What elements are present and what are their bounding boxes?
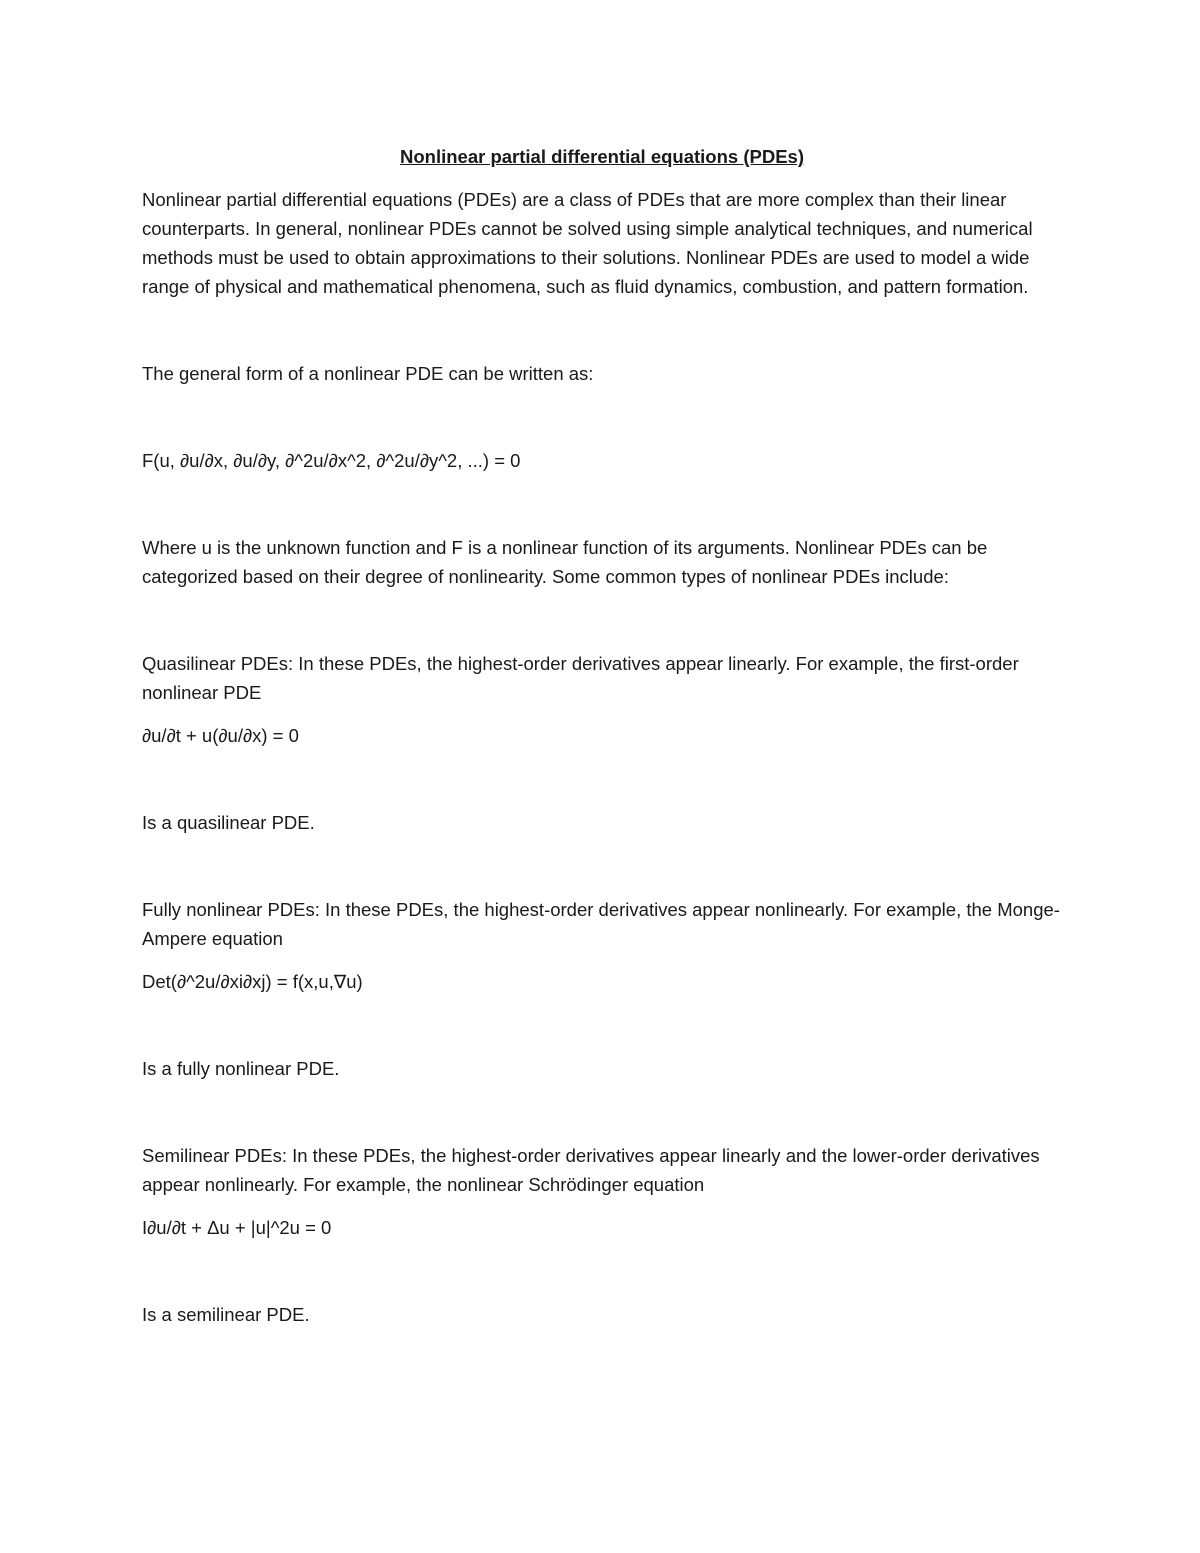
- fully-nonlinear-conclusion: Is a fully nonlinear PDE.: [142, 1058, 340, 1079]
- semilinear-conclusion: Is a semilinear PDE.: [142, 1304, 310, 1325]
- quasilinear-equation: ∂u/∂t + u(∂u/∂x) = 0: [142, 725, 299, 746]
- semilinear-equation: I∂u/∂t + Δu + |u|^2u = 0: [142, 1217, 332, 1238]
- quasilinear-description: Quasilinear PDEs: In these PDEs, the highest-order derivatives appear linearly. For example, the first-order nonlinear PDE: [142, 653, 1019, 703]
- general-form-intro: The general form of a nonlinear PDE can be written as:: [142, 363, 594, 384]
- general-form-equation: F(u, ∂u/∂x, ∂u/∂y, ∂^2u/∂x^2, ∂^2u/∂y^2, ...) = 0: [142, 450, 521, 471]
- intro-paragraph: Nonlinear partial differential equations (PDEs) are a class of PDEs that are more complex than their linear counterparts. In general, nonlinear PDEs cannot be solved using simple analytical techniques, and numerical methods must be used to obtain approximations to their solutions. Nonlinear PDEs are used to model a wide range of physical and mathematical phenomena, such as fluid dynamics, combustion, and pattern formation.: [142, 189, 1033, 297]
- quasilinear-conclusion: Is a quasilinear PDE.: [142, 812, 315, 833]
- document-title: Nonlinear partial differential equations (PDEs): [400, 146, 804, 167]
- fully-nonlinear-description: Fully nonlinear PDEs: In these PDEs, the highest-order derivatives appear nonlinearly. For example, the Monge-Ampere equation: [142, 899, 1060, 949]
- semilinear-description: Semilinear PDEs: In these PDEs, the highest-order derivatives appear linearly and the lower-order derivatives appear nonlinearly. For example, the nonlinear Schrödinger equation: [142, 1145, 1040, 1195]
- document-body: [142, 142, 1062, 1329]
- where-paragraph: Where u is the unknown function and F is a nonlinear function of its arguments. Nonlinear PDEs can be categorized based on their degree of nonlinearity. Some common types of nonlinear PDEs include:: [142, 537, 988, 587]
- fully-nonlinear-equation: Det(∂^2u/∂xi∂xj) = f(x,u,∇u): [142, 971, 363, 992]
